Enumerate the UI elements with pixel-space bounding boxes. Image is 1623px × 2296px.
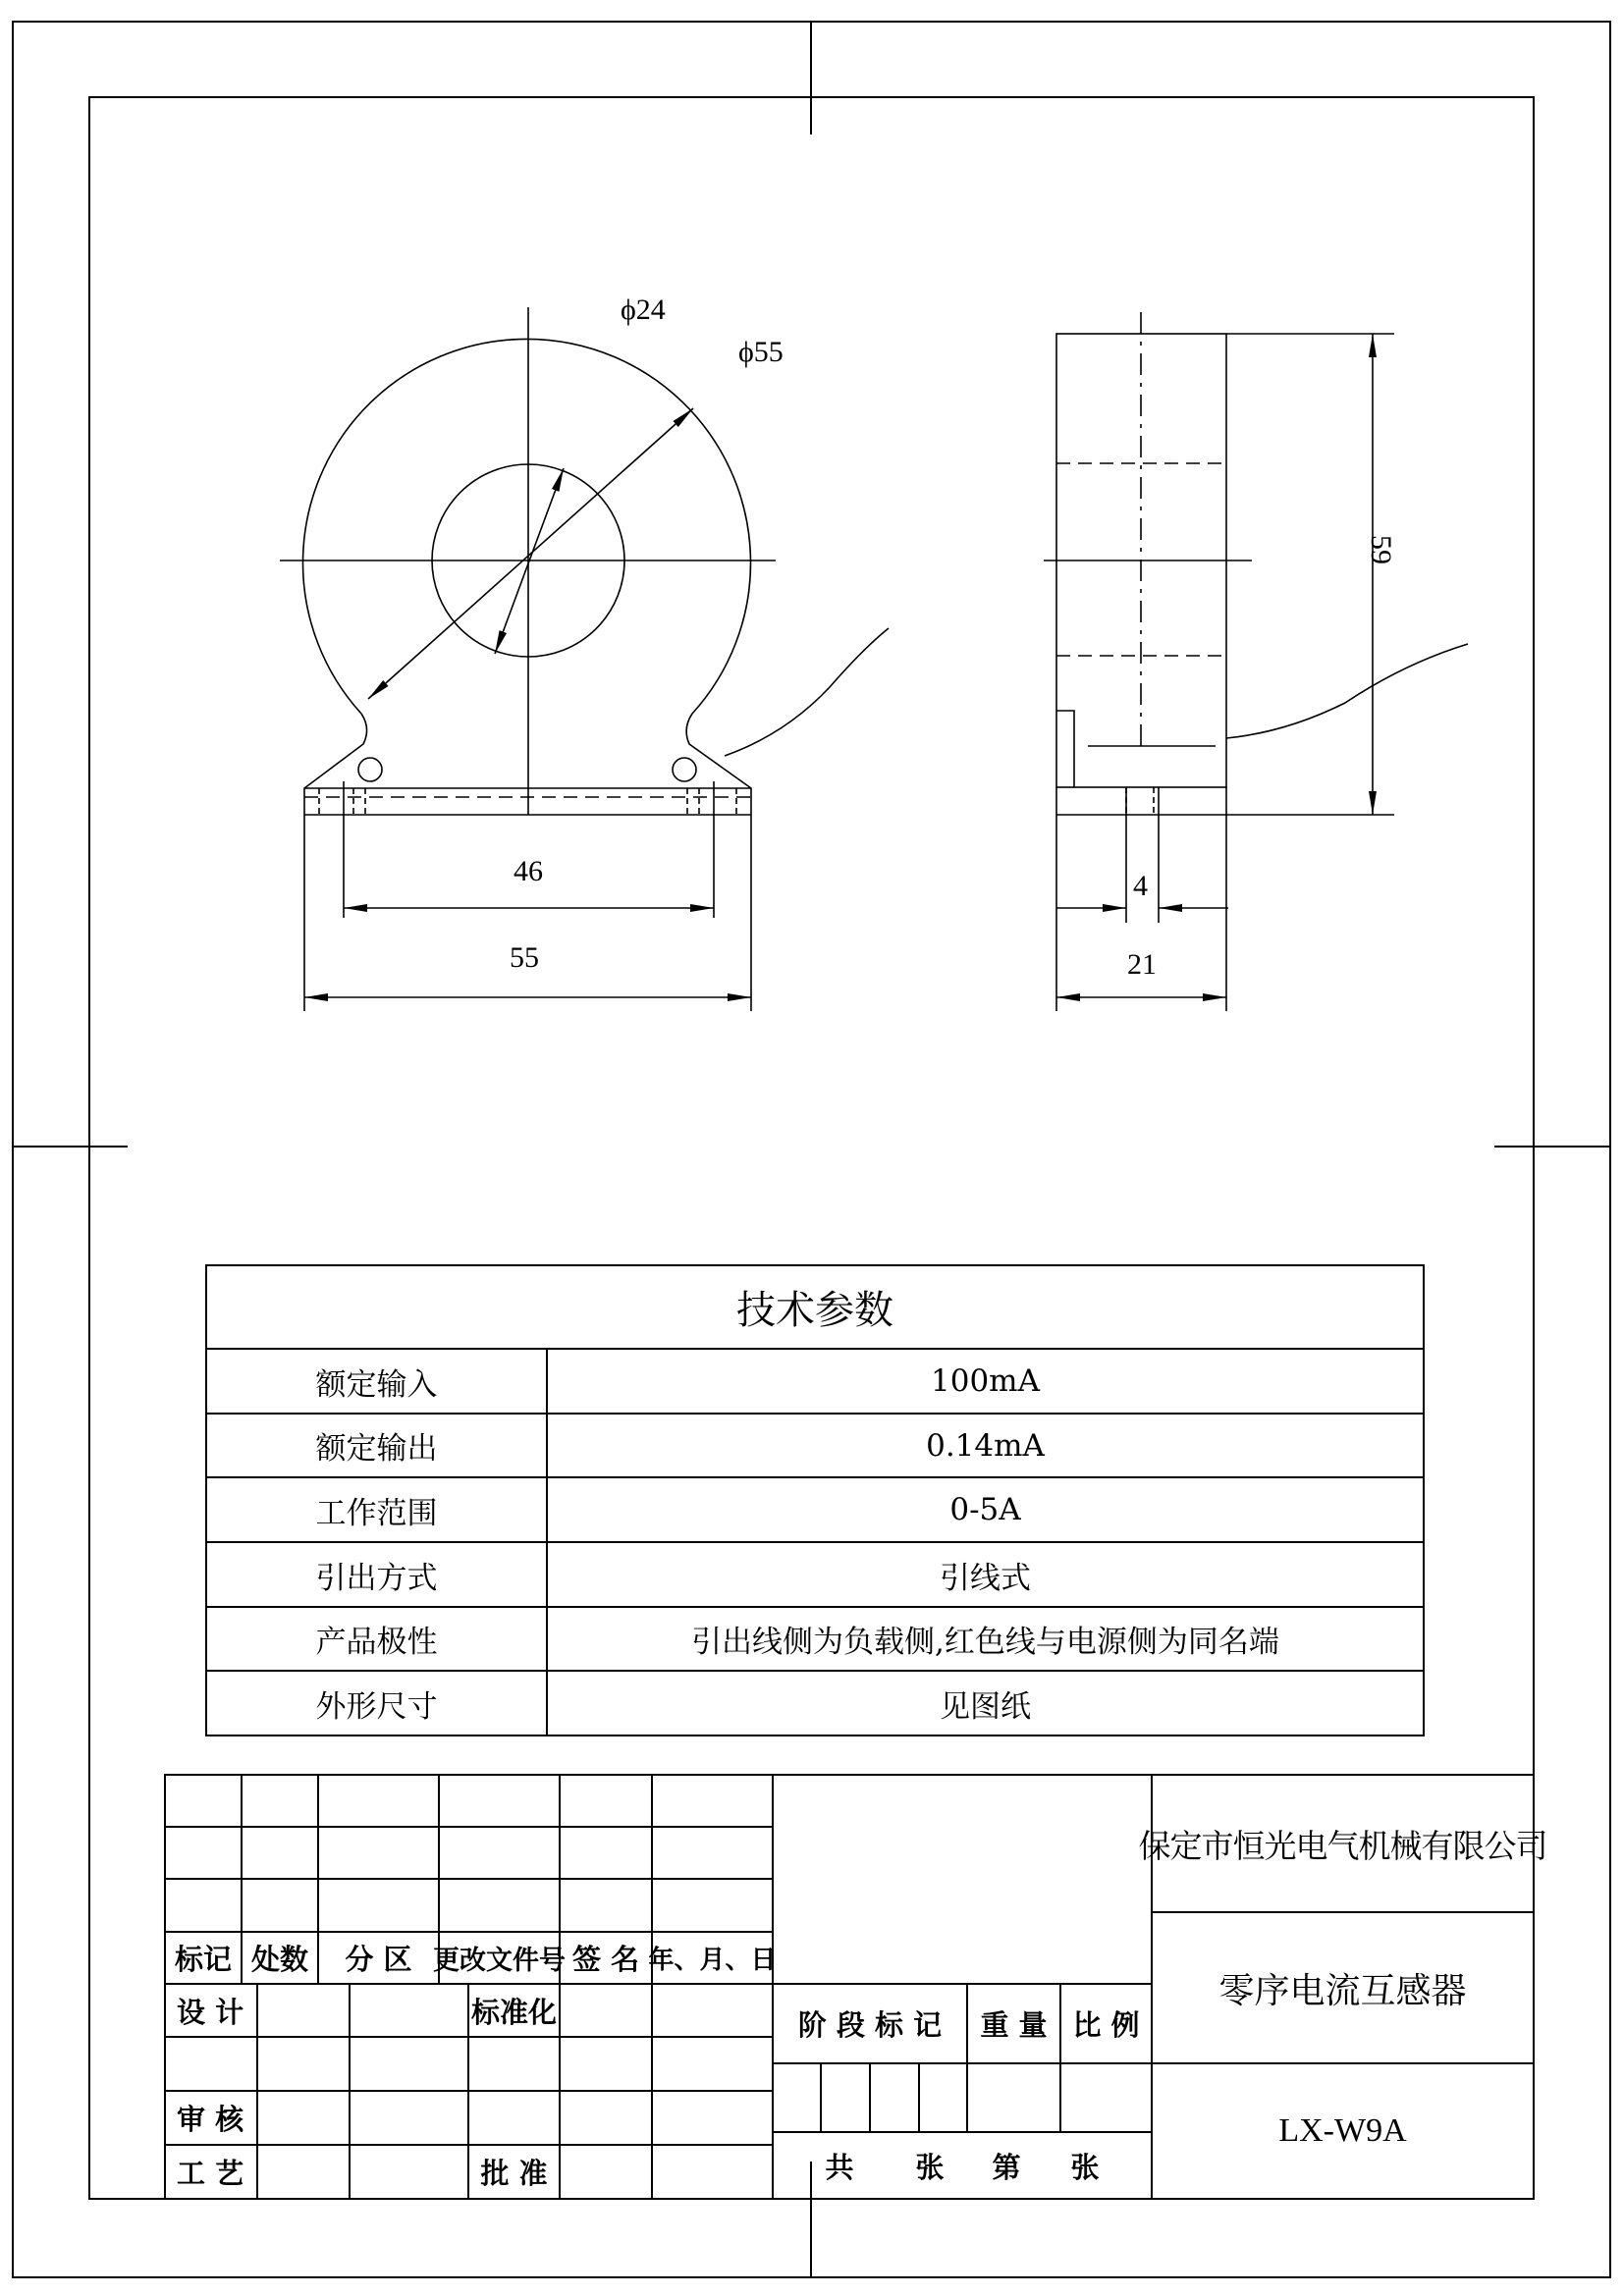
tb-sheets-word-2: 张 — [1070, 2150, 1100, 2184]
dim-inner-diameter: ϕ24 — [621, 294, 666, 326]
tb-standardization-label: 标准化 — [470, 1995, 557, 2029]
tb-process-label: 工 艺 — [177, 2157, 244, 2190]
tb-sheet-no-label: 第 — [992, 2150, 1021, 2184]
front-view — [280, 307, 889, 1011]
tech-params-title: 技术参数 — [736, 1288, 893, 1333]
tb-product-name: 零序电流互感器 — [1218, 1970, 1467, 2011]
tech-label-dimensions: 外形尺寸 — [315, 1688, 438, 1725]
tb-header-count: 处数 — [250, 1943, 308, 1976]
dim-width: 55 — [510, 941, 539, 974]
tb-review-label: 审 核 — [177, 2103, 244, 2136]
tech-label-rated-input: 额定输入 — [315, 1366, 438, 1403]
tech-label-rated-output: 额定输出 — [315, 1431, 438, 1467]
tech-value-rated-input: 100mA — [931, 1363, 1040, 1399]
tb-header-change-doc: 更改文件号 — [433, 1946, 566, 1976]
tb-scale-label: 比 例 — [1072, 2008, 1140, 2042]
tech-value-working-range: 0-5A — [949, 1492, 1021, 1527]
tb-stage-mark-label: 阶 段 标 记 — [797, 2008, 943, 2042]
tb-header-signature: 签 名 — [571, 1943, 640, 1976]
tb-approve-label: 批 准 — [480, 2157, 548, 2190]
tech-value-rated-output: 0.14mA — [926, 1427, 1045, 1464]
tech-value-lead-method: 引线式 — [940, 1560, 1031, 1596]
dim-lead-width: 4 — [1133, 870, 1148, 902]
side-view — [1044, 312, 1468, 1011]
tb-weight-label: 重 量 — [980, 2008, 1048, 2042]
tb-model-number: LX-W9A — [1278, 2112, 1407, 2149]
tb-company-name: 保定市恒光电气机械有限公司 — [1138, 1826, 1547, 1865]
dim-hole-spacing: 46 — [514, 855, 543, 887]
tb-total-label: 共 — [825, 2150, 854, 2184]
dim-height: 59 — [1365, 535, 1397, 564]
dim-outer-diameter: ϕ55 — [738, 336, 784, 368]
tech-value-dimensions: 见图纸 — [940, 1688, 1031, 1725]
tech-label-lead-method: 引出方式 — [315, 1560, 438, 1596]
side-view-dimension-lines — [1056, 334, 1373, 997]
dim-depth: 21 — [1127, 948, 1157, 981]
tech-label-polarity: 产品极性 — [315, 1625, 438, 1660]
tb-header-zone: 分 区 — [345, 1943, 412, 1976]
tech-value-polarity: 引出线侧为负载侧,红色线与电源侧为同名端 — [691, 1625, 1279, 1660]
tech-label-working-range: 工作范围 — [315, 1495, 438, 1531]
tb-header-date: 年、月、日 — [648, 1946, 777, 1975]
tb-header-mark: 标记 — [174, 1943, 232, 1976]
tb-sheets-word-1: 张 — [915, 2150, 945, 2184]
tb-design-label: 设 计 — [177, 1995, 244, 2029]
